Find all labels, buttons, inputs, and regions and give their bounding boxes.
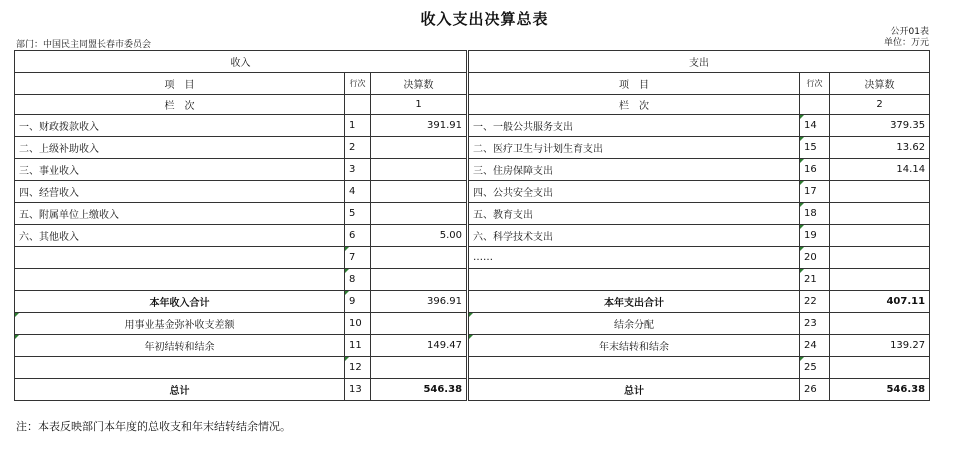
expense-amount: 13.62 (830, 137, 930, 159)
income-amount (371, 247, 467, 269)
income-item: 用事业基金弥补收支差额 (15, 313, 345, 335)
expense-item: 二、医疗卫生与计划生育支出 (469, 137, 800, 159)
expense-item: 一、一般公共服务支出 (469, 115, 800, 137)
expense-item-col-header: 项 目 (469, 73, 800, 95)
expense-amount (830, 357, 930, 379)
expense-row-number: 14 (800, 115, 830, 137)
expense-item (469, 269, 800, 291)
department-label: 部门：中国民主同盟长春市委员会 (16, 40, 152, 50)
income-row-number: 1 (345, 115, 371, 137)
income-expense-table (14, 50, 930, 401)
income-amount (371, 181, 467, 203)
expense-header: 支出 (469, 51, 930, 73)
expense-item: 六、科学技术支出 (469, 225, 800, 247)
expense-amount: 379.35 (830, 115, 930, 137)
expense-row-number: 15 (800, 137, 830, 159)
income-item: 四、经营收入 (15, 181, 345, 203)
expense-row-number: 25 (800, 357, 830, 379)
income-row-number: 10 (345, 313, 371, 335)
expense-item: 结余分配 (469, 313, 800, 335)
expense-row-number: 21 (800, 269, 830, 291)
expense-amount (830, 225, 930, 247)
table-row (15, 203, 930, 225)
expense-row-number: 26 (800, 379, 830, 401)
expense-section-label: 栏 次 (469, 95, 800, 115)
table-row (15, 269, 930, 291)
income-row-number: 13 (345, 379, 371, 401)
income-amount: 396.91 (371, 291, 467, 313)
income-row-number: 5 (345, 203, 371, 225)
income-amount-col-header: 决算数 (371, 73, 467, 95)
income-row-number: 12 (345, 357, 371, 379)
expense-item (469, 357, 800, 379)
income-item (15, 269, 345, 291)
table-row (15, 225, 930, 247)
income-row-number: 11 (345, 335, 371, 357)
income-header: 收入 (15, 51, 467, 73)
income-item: 年初结转和结余 (15, 335, 345, 357)
income-total-amount: 546.38 (371, 379, 467, 401)
income-row-col-header: 行次 (345, 73, 371, 95)
income-amount: 391.91 (371, 115, 467, 137)
income-amount (371, 203, 467, 225)
expense-amount: 407.11 (830, 291, 930, 313)
expense-amount: 139.27 (830, 335, 930, 357)
expense-row-number: 18 (800, 203, 830, 225)
income-row-number: 4 (345, 181, 371, 203)
expense-amount (830, 247, 930, 269)
income-item: 二、上级补助收入 (15, 137, 345, 159)
income-row-number: 8 (345, 269, 371, 291)
expense-total-amount: 546.38 (830, 379, 930, 401)
income-item: 一、财政拨款收入 (15, 115, 345, 137)
expense-row-col-header: 行次 (800, 73, 830, 95)
income-row-number: 6 (345, 225, 371, 247)
table-row (15, 159, 930, 181)
table-row (15, 181, 930, 203)
table-row (15, 357, 930, 379)
expense-row-number: 19 (800, 225, 830, 247)
expense-item: 四、公共安全支出 (469, 181, 800, 203)
expense-item: …… (469, 247, 800, 269)
unit-label: 单位：万元 (883, 38, 929, 48)
income-amount (371, 137, 467, 159)
expense-row-number: 23 (800, 313, 830, 335)
table-row (15, 115, 930, 137)
expense-row-number: 17 (800, 181, 830, 203)
expense-row-number: 20 (800, 247, 830, 269)
income-amount (371, 357, 467, 379)
table-row (15, 313, 930, 335)
expense-item: 五、教育支出 (469, 203, 800, 225)
income-section-label: 栏 次 (15, 95, 345, 115)
income-amount (371, 159, 467, 181)
income-item: 三、事业收入 (15, 159, 345, 181)
income-row-number: 9 (345, 291, 371, 313)
expense-subtotal-label: 本年支出合计 (469, 291, 800, 313)
expense-amount (830, 203, 930, 225)
footnote: 注：本表反映部门本年度的总收支和年末结转结余情况。 (16, 420, 291, 433)
table-row (15, 137, 930, 159)
form-code: 公开01表 (890, 27, 929, 37)
income-total-label: 总计 (15, 379, 345, 401)
expense-total-label: 总计 (469, 379, 800, 401)
expense-item: 三、住房保障支出 (469, 159, 800, 181)
expense-amount: 14.14 (830, 159, 930, 181)
income-item: 六、其他收入 (15, 225, 345, 247)
income-subtotal-label: 本年收入合计 (15, 291, 345, 313)
table-row (15, 379, 930, 401)
table-row (15, 291, 930, 313)
expense-amount (830, 181, 930, 203)
income-item (15, 247, 345, 269)
expense-amount (830, 313, 930, 335)
income-row-number: 3 (345, 159, 371, 181)
table-row (15, 247, 930, 269)
income-row-number: 2 (345, 137, 371, 159)
income-item (15, 357, 345, 379)
income-item: 五、附属单位上缴收入 (15, 203, 345, 225)
income-amount (371, 313, 467, 335)
expense-col-number: 2 (830, 95, 930, 115)
expense-row-number: 24 (800, 335, 830, 357)
income-amount (371, 269, 467, 291)
table-row (15, 335, 930, 357)
expense-item: 年末结转和结余 (469, 335, 800, 357)
report-title: 收入支出决算总表 (420, 10, 549, 28)
expense-amount-col-header: 决算数 (830, 73, 930, 95)
expense-amount (830, 269, 930, 291)
income-item-col-header: 项 目 (15, 73, 345, 95)
income-amount: 5.00 (371, 225, 467, 247)
income-col-number: 1 (371, 95, 467, 115)
income-row-number: 7 (345, 247, 371, 269)
expense-row-number: 16 (800, 159, 830, 181)
expense-row-number: 22 (800, 291, 830, 313)
income-amount: 149.47 (371, 335, 467, 357)
